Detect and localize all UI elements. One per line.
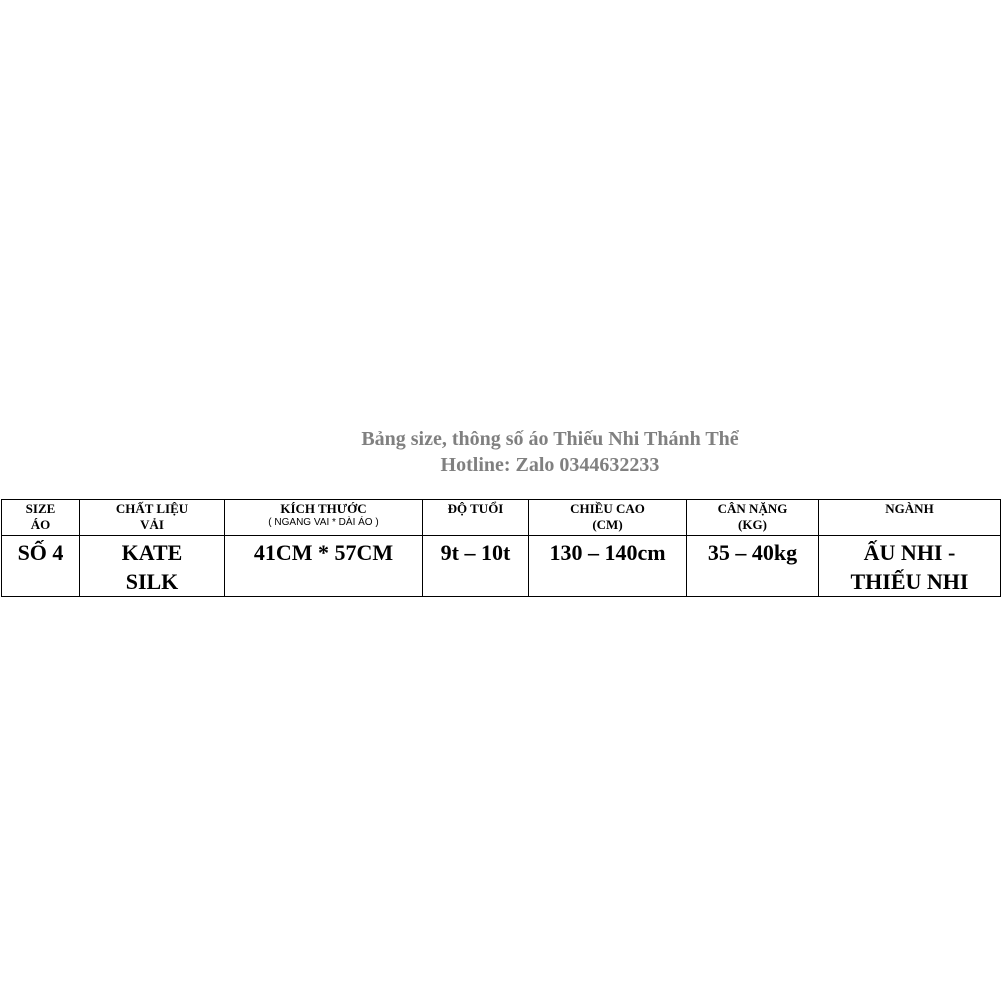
header-height bbox=[529, 500, 687, 536]
cell-height bbox=[529, 536, 687, 597]
cell-weight bbox=[687, 536, 819, 597]
header-material-line-1: CHẤT LIỆU bbox=[115, 501, 189, 516]
cell-material-line-1: KATE bbox=[121, 540, 183, 565]
header-size-line-2: ÁO bbox=[30, 517, 51, 532]
header-branch bbox=[819, 500, 1001, 536]
cell-height-line-1: 130 – 140cm bbox=[549, 540, 666, 565]
cell-dimensions-line-1: 41CM * 57CM bbox=[253, 540, 394, 565]
cell-dimensions bbox=[225, 536, 423, 597]
header-age-line-1: ĐỘ TUỔI bbox=[447, 501, 504, 516]
cell-size bbox=[2, 536, 80, 597]
cell-branch bbox=[819, 536, 1001, 597]
table-row bbox=[2, 536, 1001, 597]
cell-age bbox=[423, 536, 529, 597]
header-weight-line-2: (KG) bbox=[738, 517, 767, 532]
page-title: Bảng size, thông số áo Thiếu Nhi Thánh Thể bbox=[361, 428, 739, 450]
header-size bbox=[2, 500, 80, 536]
size-table bbox=[1, 499, 1001, 597]
header-weight-line-1: CÂN NẶNG bbox=[717, 501, 788, 516]
header-size-line-1: SIZE bbox=[25, 501, 56, 516]
header-branch-line-1: NGÀNH bbox=[885, 501, 934, 516]
cell-age-line-1: 9t – 10t bbox=[440, 540, 511, 565]
header-material bbox=[80, 500, 225, 536]
cell-weight-line-1: 35 – 40kg bbox=[707, 540, 798, 565]
header-material-line-2: VẢI bbox=[140, 517, 164, 532]
cell-material-line-2: SILK bbox=[125, 569, 179, 594]
hotline-text: Hotline: Zalo 0344632233 bbox=[440, 454, 660, 476]
header-dimensions-line-1: KÍCH THƯỚC bbox=[280, 501, 367, 516]
header-height-line-2: (CM) bbox=[592, 517, 623, 532]
cell-material bbox=[80, 536, 225, 597]
table-header-row bbox=[2, 500, 1001, 536]
header-height-line-1: CHIỀU CAO bbox=[570, 501, 645, 516]
cell-branch-line-2: THIẾU NHI bbox=[850, 569, 969, 594]
header-dimensions bbox=[225, 500, 423, 536]
header-weight bbox=[687, 500, 819, 536]
cell-branch-line-1: ẤU NHI - bbox=[863, 540, 956, 565]
cell-size-line-1: SỐ 4 bbox=[17, 540, 64, 565]
header-age bbox=[423, 500, 529, 536]
header-dimensions-sub: ( NGANG VAI * DÀI ÁO ) bbox=[268, 517, 379, 528]
